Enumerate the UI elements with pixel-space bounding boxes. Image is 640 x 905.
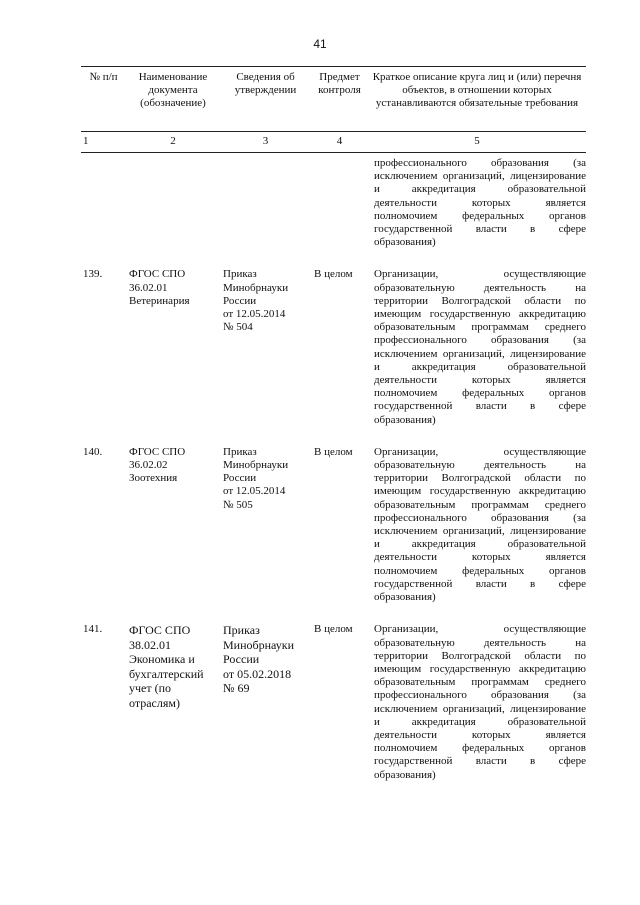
approval-line: № 69 [223, 681, 250, 696]
approval-line: № 505 [223, 498, 253, 511]
approval-info [220, 442, 311, 619]
table-row [81, 442, 586, 619]
approval-line: от 12.05.2014 [223, 308, 286, 321]
continuation-description: профессионального образования (за исключением организаций, лицензирование и аккредитация образовательной деятельности которых является полномочием федеральных органов государственной власти в сфере образования) [374, 157, 586, 249]
table-header-row [81, 67, 586, 132]
approval-line: Приказ [223, 268, 257, 281]
header-document-name: Наименование документа (обозначение) [126, 67, 220, 132]
document-name-line: бухгалтерский [129, 666, 204, 681]
approval-line: Приказ [223, 445, 257, 458]
table-row [81, 619, 586, 796]
document-name [126, 264, 220, 441]
header-control-subject: Предмет контроля [311, 67, 368, 132]
document-name-line: Зоотехния [129, 472, 178, 485]
column-number: 3 [220, 132, 311, 153]
requirements-table [81, 66, 586, 797]
approval-line: России [223, 652, 260, 667]
control-subject: В целом [314, 623, 353, 636]
document-name [126, 442, 220, 619]
approval-line: России [223, 472, 257, 485]
approval-line: Минобрнауки [223, 459, 289, 472]
table-row [81, 264, 586, 441]
approval-line: Минобрнауки [223, 281, 289, 294]
document-name-line: ФГОС СПО [129, 623, 191, 638]
document-name-line: Ветеринария [129, 294, 190, 307]
column-number: 2 [126, 132, 220, 153]
document-name-line: ФГОС СПО [129, 268, 186, 281]
column-number: 1 [81, 132, 126, 153]
header-number: № п/п [81, 67, 126, 132]
row-number: 139. [83, 268, 103, 281]
description: Организации, осуществляющие образовательную деятельность на территории Волгоградской области по имеющим государственную аккредитацию образовательным программам среднего профессионального образования (за исключением организаций, лицензирование и аккредитация образовательной деятельности которых является полномочием федеральных органов государственной власти в сфере образования) [374, 268, 586, 426]
approval-line: Приказ [223, 623, 260, 638]
document-name-line: ФГОС СПО [129, 445, 186, 458]
column-numbers-row [81, 132, 586, 153]
document-name-line: 36.02.02 [129, 459, 168, 472]
column-number: 5 [368, 132, 586, 153]
approval-line: от 12.05.2014 [223, 485, 286, 498]
approval-info [220, 619, 311, 796]
document-name-line: учет (по [129, 681, 172, 696]
row-number: 141. [83, 623, 103, 636]
document-name [126, 619, 220, 796]
approval-line: Минобрнауки [223, 637, 295, 652]
column-number: 4 [311, 132, 368, 153]
approval-info [220, 264, 311, 441]
header-description: Краткое описание круга лиц и (или) перечня объектов, в отношении которых устанавливаются обязательные требования [368, 67, 586, 132]
approval-line: России [223, 294, 257, 307]
row-number: 140. [83, 445, 103, 458]
document-name-line: 38.02.01 [129, 637, 171, 652]
description: Организации, осуществляющие образовательную деятельность на территории Волгоградской области по имеющим государственную аккредитацию образовательным программам среднего профессионального образования (за исключением организаций, лицензирование и аккредитация образовательной деятельности которых является полномочием федеральных органов государственной власти в сфере образования) [374, 623, 586, 781]
header-approval-info: Сведения об утверждении [220, 67, 311, 132]
continuation-row [81, 153, 586, 265]
document-name-line: Экономика и [129, 652, 195, 667]
document-name-line: отраслям) [129, 695, 180, 710]
page-number: 41 [313, 37, 327, 51]
control-subject: В целом [314, 445, 353, 458]
approval-line: № 504 [223, 321, 253, 334]
document-name-line: 36.02.01 [129, 281, 168, 294]
approval-line: от 05.02.2018 [223, 666, 292, 681]
control-subject: В целом [314, 268, 353, 281]
description: Организации, осуществляющие образовательную деятельность на территории Волгоградской области по имеющим государственную аккредитацию образовательным программам среднего профессионального образования (за исключением организаций, лицензирование и аккредитация образовательной деятельности которых является полномочием федеральных органов государственной власти в сфере образования) [374, 445, 586, 604]
